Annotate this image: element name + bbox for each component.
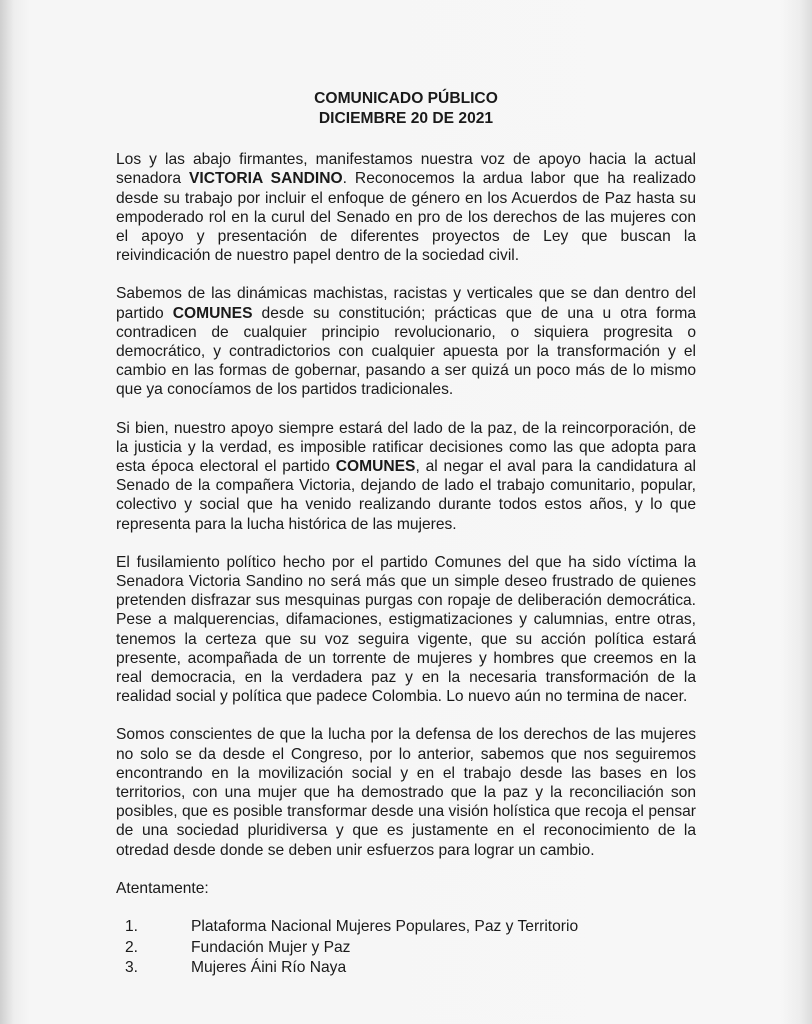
signatory-number: 1. <box>125 918 139 936</box>
paragraph-1-text-a: Los y las abajo firmantes, manifestamos nuestra voz de apoyo hacia la actual senadora <box>116 151 696 188</box>
document-title: COMUNICADO PÚBLICO <box>314 90 498 107</box>
signatory-item <box>116 917 696 938</box>
paragraph-5: Somos conscientes de que la lucha por la defensa de los derechos de las mujeres no solo se da desde el Congreso, por lo anterior, sabemos que nos seguiremos encontrando en la movilización social y en el trabajo desde las bases en los territorios, con una mujer que ha demostrado que la paz y la reconciliación son posibles, que es posible transformar desde una visión holística que recoja el pensar de una sociedad pluridiversa y que es justamente en el reconocimiento de la otredad desde donde se deben unir esfuerzos para lograr un cambio. <box>116 726 696 859</box>
paragraph-2-text-c: desde su constitución; prácticas que de una u otra forma contradicen de cualquier principio revolucionario, o siquiera progresita o democrático, y contradictorios con cualquier apuesta por la transformación y el cambio en las formas de gobernar, pasando a ser quizá un poco más de lo mismo que ya conocíamos de los partidos tradicionales. <box>116 304 697 399</box>
paragraph-3 <box>116 419 696 534</box>
party-name: COMUNES <box>172 304 253 322</box>
paragraph-3-text-c: , al negar el aval para la candidatura al Senado de la compañera Victoria, dejando de lado el trabajo comunitario, popular, colectivo y social que ha venido realizando durante todos estos años, y lo que representa para la lucha histórica de las mujeres. <box>116 458 696 533</box>
signatory-list <box>116 917 696 979</box>
signatory-name: Fundación Mujer y Paz <box>191 938 351 956</box>
document-heading <box>116 89 696 128</box>
party-name: COMUNES <box>335 458 416 476</box>
signatory-number: 3. <box>125 959 139 977</box>
senator-name: VICTORIA SANDINO <box>189 170 343 188</box>
signatory-item <box>116 958 696 979</box>
paragraph-1 <box>116 150 696 265</box>
document-date: DICIEMBRE 20 DE 2021 <box>318 109 494 127</box>
paragraph-3-text-a: Si bien, nuestro apoyo siempre estará del lado de la paz, de la reincorporación, de la justicia y la verdad, es imposible ratificar decisiones como las que adopta para esta época electoral el partido <box>116 419 696 476</box>
paragraph-4: El fusilamiento político hecho por el partido Comunes del que ha sido víctima la Senadora Victoria Sandino no será más que un simple deseo frustrado de quienes pretenden disfrazar sus mesquinas purgas con ropaje de deliberación democrática. Pese a malquerencias, difamaciones, estigmatizaciones y calumnias, entre otras, tenemos la certeza que su voz seguira vigente, que su acción política estará presente, acompañada de un torrente de mujeres y hombres que creemos en la real democracia, en la verdadera paz y en la necesaria transformación de la realidad social y política que padece Colombia. Lo nuevo aún no termina de nacer. <box>116 553 696 706</box>
signatory-name: Mujeres Áini Río Naya <box>191 959 347 977</box>
paragraph-2 <box>116 284 696 399</box>
paragraph-1-text-c: . Reconocemos la ardua labor que ha realizado desde su trabajo por incluir el enfoque de género en los Acuerdos de Paz hasta su empoderado rol en la curul del Senado en pro de los derechos de las mujeres con el apoyo y presentación de diferentes proyectos de Ley que buscan la reivindicación de nuestro papel dentro de la sociedad civil. <box>116 170 696 265</box>
closing-salutation: Atentamente: <box>116 879 209 897</box>
signatory-item <box>116 938 696 959</box>
signatory-name: Plataforma Nacional Mujeres Populares, Paz y Territorio <box>191 918 579 936</box>
signatory-number: 2. <box>125 938 139 956</box>
document-page <box>116 89 696 979</box>
paragraph-2-text-a: Sabemos de las dinámicas machistas, racistas y verticales que se dan dentro del partido <box>116 285 696 322</box>
